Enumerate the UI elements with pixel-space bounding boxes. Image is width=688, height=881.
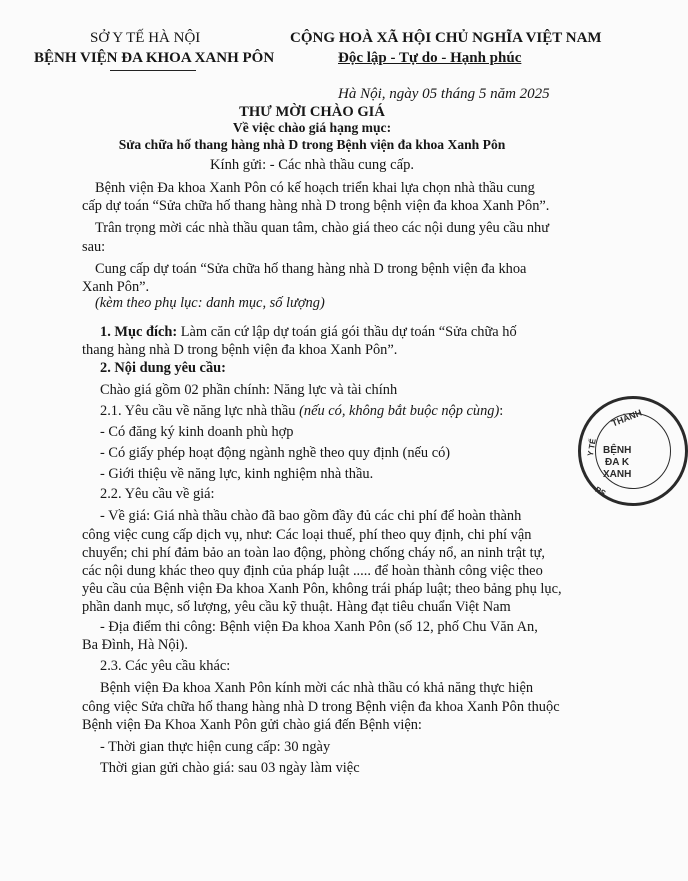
letter-title: THƯ MỜI CHÀO GIÁ [239,104,385,120]
hospital-name: BỆNH VIỆN ĐA KHOA XANH PÔN [34,50,275,66]
section-2-2-label: 2.2. Yêu cầu về giá: [100,486,215,502]
letter-subject-1: Về việc chào giá hạng mục: [232,120,392,135]
section-2-2-line-6: phần danh mục, số lượng, yêu cầu kỹ thuật. Hàng đạt tiêu chuẩn Việt Nam [82,599,511,615]
section-2-3-line-3: Bệnh viện Đa Khoa Xanh Pôn gửi chào giá đến Bệnh viện: [82,717,422,733]
header-left-underline [110,70,196,71]
stamp-edge-text: Y TẾ [585,438,598,457]
paragraph-3-line-1: Cung cấp dự toán “Sửa chữa hố thang hàng nhà D trong bệnh viện đa khoa [95,261,527,277]
section-1-line-1 [100,324,517,341]
letter-subject-2: Sửa chữa hố thang hàng nhà D trong Bệnh viện đa khoa Xanh Pôn [118,137,506,152]
section-2-2-line-8: Ba Đình, Hà Nội). [82,637,188,653]
section-1-text: Làm căn cứ lập dự toán giá gói thầu dự toán “Sửa chữa hố [177,324,517,340]
department-name: SỞ Y TẾ HÀ NỘI [90,30,201,46]
section-2-2-line-5: yêu cầu của Bệnh viện Đa khoa Xanh Pôn, không trái pháp luật; theo bảng phụ lục, [82,581,562,597]
stamp-line-1: BỆNH [603,445,632,456]
section-2-1-bullet-3: - Giới thiệu về năng lực, kinh nghiệm nhà thầu. [100,466,374,482]
section-2-2-line-3: chuyển; chi phí đảm bảo an toàn lao động, phòng chống cháy nổ, an ninh trật tự, [82,545,545,561]
paragraph-2-line-2: sau: [82,239,106,255]
section-2-intro: Chào giá gồm 02 phần chính: Năng lực và tài chính [100,382,398,398]
section-2-label: 2. Nội dung yêu cầu: [100,360,226,376]
section-2-3-line-2: công việc Sửa chữa hố thang hàng nhà D trong Bệnh viện đa khoa Xanh Pôn thuộc [82,699,560,715]
section-2-3-label: 2.3. Các yêu cầu khác: [100,658,231,674]
section-2-2-line-2: công việc cung cấp dịch vụ, như: Các loại thuế, phí theo quy định, chi phí vận [82,527,532,543]
section-2-1-colon: : [499,403,504,419]
stamp-line-2: ĐA K [605,457,630,468]
stamp-line-3: XANH [603,469,632,480]
section-1-label: 1. Mục đích: [100,324,178,340]
date-line: Hà Nội, ngày 05 tháng 5 năm 2025 [338,86,550,102]
section-2-2-line-7: - Địa điểm thi công: Bệnh viện Đa khoa Xanh Pôn (số 12, phố Chu Văn An, [100,619,538,635]
paragraph-3-line-2: Xanh Pôn”. [82,279,150,295]
section-2-1-bullet-2: - Có giấy phép hoạt động ngành nghề theo quy định (nếu có) [100,445,451,461]
national-motto: Độc lập - Tự do - Hạnh phúc [338,50,522,66]
official-stamp [578,396,688,506]
section-1-line-2: thang hàng nhà D trong bệnh viện đa khoa Xanh Pôn”. [82,342,398,358]
paragraph-2-line-1: Trân trọng mời các nhà thầu quan tâm, chào giá theo các nội dung yêu cầu như [95,220,550,236]
recipient-line: Kính gửi: - Các nhà thầu cung cấp. [209,157,415,173]
paragraph-1-line-1: Bệnh viện Đa khoa Xanh Pôn có kế hoạch triển khai lựa chọn nhà thầu cung [95,180,535,196]
stamp-arc-top: THÀNH [610,407,644,429]
appendix-note: (kèm theo phụ lục: danh mục, số lượng) [95,295,325,311]
section-2-2-line-1: - Về giá: Giá nhà thầu chào đã bao gồm đầy đủ các chi phí để hoàn thành [100,508,522,524]
section-2-2-line-4: các nội dung khác theo quy định của pháp luật ..... để hoàn thành công việc theo [82,563,543,579]
section-2-1-label [100,403,503,420]
country-name: CỘNG HOÀ XÃ HỘI CHỦ NGHĨA VIỆT NAM [290,30,602,46]
paragraph-1-line-2: cấp dự toán “Sửa chữa hố thang hàng nhà D trong bệnh viện đa khoa Xanh Pôn”. [82,198,550,214]
section-2-1-note: (nếu có, không bắt buộc nộp cùng) [299,403,500,419]
section-2-1-bullet-1: - Có đăng ký kinh doanh phù hợp [100,424,294,440]
section-2-1-heading: 2.1. Yêu cầu về năng lực nhà thầu [100,403,300,419]
section-2-3-line-5: Thời gian gửi chào giá: sau 03 ngày làm việc [100,760,360,776]
section-2-3-line-4: - Thời gian thực hiện cung cấp: 30 ngày [100,739,331,755]
section-2-3-line-1: Bệnh viện Đa khoa Xanh Pôn kính mời các nhà thầu có khả năng thực hiện [100,680,534,696]
stamp-bottom-text: PS [593,484,608,499]
